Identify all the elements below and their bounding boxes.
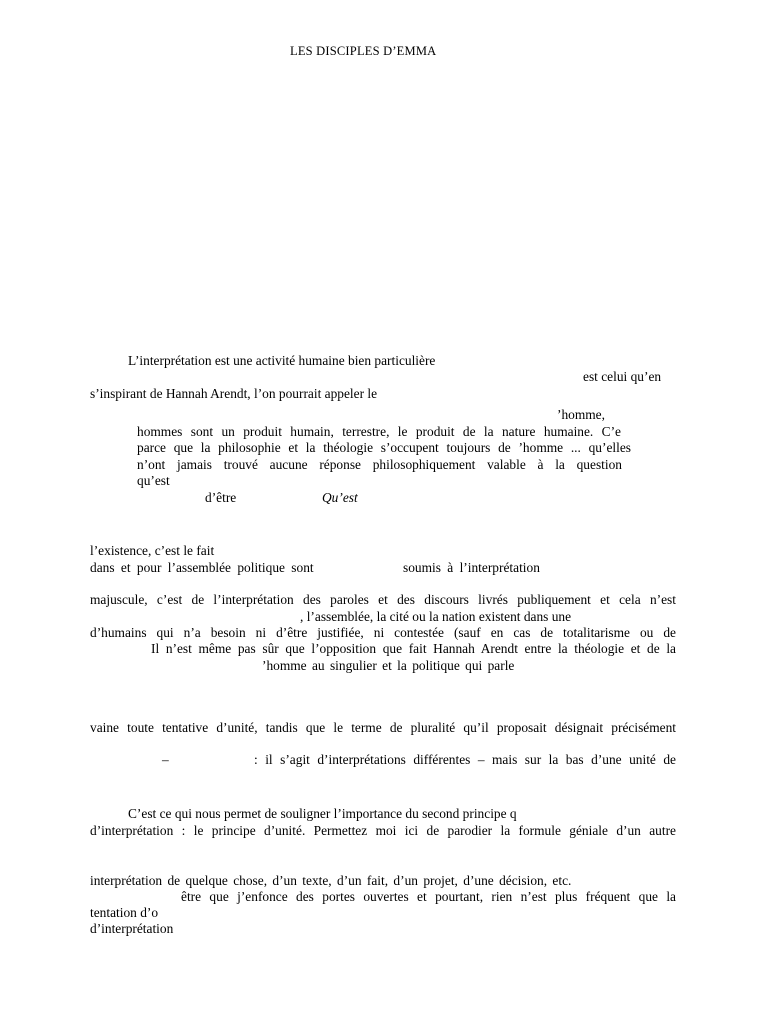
paragraph-4-line-2-left: –	[162, 752, 169, 767]
paragraph-4-line-1: vaine toute tentative d’unité, tandis que le terme de pluralité qu’il proposait désignait précisément	[90, 720, 676, 735]
paragraph-1-line-2: est celui qu’en	[583, 369, 662, 384]
paragraph-6-line-4: d’interprétation	[90, 921, 174, 936]
paragraph-3-line-5: ’homme au singulier et la politique qui parle	[262, 658, 515, 673]
quote-line-6-right: Qu’est	[322, 490, 358, 505]
paragraph-1-line-3: s’inspirant de Hannah Arendt, l’on pourrait appeler le	[90, 386, 378, 401]
paragraph-3-line-3: d’humains qui n’a besoin ni d’être justifiée, ni contestée (sauf en cas de totalitarisme ou de	[90, 625, 676, 640]
paragraph-5-line-2: d’interprétation : le principe d’unité. Permettez moi ici de parodier la formule géniale d’un autre	[90, 823, 676, 838]
paragraph-2-line-1: l’existence, c’est le fait	[90, 543, 215, 558]
paragraph-2-line-2-left: dans et pour l’assemblée politique sont	[90, 560, 314, 575]
quote-line-6-left: d’être	[205, 490, 237, 505]
paragraph-6-line-3: tentation d’o	[90, 905, 159, 920]
quote-line-4: n’ont jamais trouvé aucune réponse philosophiquement valable à la question	[137, 457, 622, 472]
paragraph-4-line-2-right: : il s’agit d’interprétations différentes – mais sur la bas d’une unité de	[254, 752, 676, 767]
quote-line-3: parce que la philosophie et la théologie s’occupent toujours de ’homme ... qu’elles	[137, 440, 631, 455]
paragraph-3-line-2: , l’assemblée, la cité ou la nation existent dans une	[300, 609, 572, 624]
quote-line-1: ’homme,	[557, 407, 605, 422]
paragraph-3-line-4: Il n’est même pas sûr que l’opposition que fait Hannah Arendt entre la théologie et de la	[151, 641, 676, 656]
page-title: LES DISCIPLES D’EMMA	[290, 44, 437, 58]
quote-line-2: hommes sont un produit humain, terrestre, le produit de la nature humaine. C’e	[137, 424, 621, 439]
paragraph-6-line-2: être que j’enfonce des portes ouvertes et pourtant, rien n’est plus fréquent que la	[181, 889, 676, 904]
paragraph-1-line-1: L’interprétation est une activité humaine bien particulière	[128, 353, 436, 368]
paragraph-6-line-1: interprétation de quelque chose, d’un texte, d’un fait, d’un projet, d’une décision, etc.	[90, 873, 572, 888]
paragraph-5-line-1: C’est ce qui nous permet de souligner l’importance du second principe q	[128, 806, 517, 821]
paragraph-2-line-2-right: soumis à l’interprétation	[403, 560, 540, 575]
quote-line-5: qu’est	[137, 473, 170, 488]
paragraph-3-line-1: majuscule, c’est de l’interprétation des paroles et des discours livrés publiquement et cela n’est	[90, 592, 676, 607]
